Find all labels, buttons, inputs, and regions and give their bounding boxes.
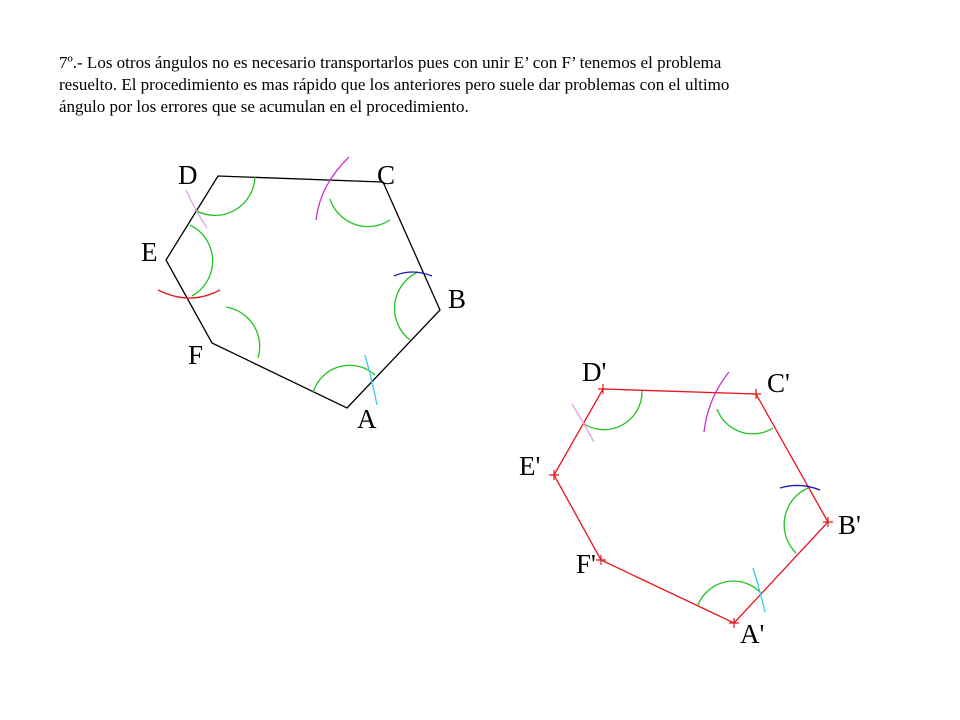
copy-label-A: A' [740,619,765,649]
original-arc-E [190,225,213,296]
copy-arc-B [784,488,808,553]
copy-arc-A [698,581,760,605]
original-arc-F [226,307,260,358]
original-label-B: B [448,284,467,314]
copy-arc-D [584,391,642,430]
copy-label-D: D' [582,357,607,387]
original-construct-arc-A [365,355,377,405]
copy-label-B: B' [838,510,861,540]
original-label-F: F [188,340,204,370]
copy-hexagon [519,357,861,649]
original-arc-C [330,199,390,227]
instruction-line-1: 7º.- Los otros ángulos no es necesario transportarlos pues con unir E’ con F’ tenemos el problema [59,53,722,72]
original-label-D: D [178,160,198,190]
copy-construct-arc-B [780,485,820,490]
original-label-C: C [377,160,396,190]
original-hexagon-outline [166,176,440,408]
original-arc-B [395,272,418,340]
copy-label-E: E' [519,451,541,481]
copy-marker-C [751,389,761,399]
original-label-E: E [141,237,158,267]
copy-marker-E [549,470,559,480]
copy-hexagon-outline [554,389,828,623]
original-label-A: A [357,404,377,434]
copy-construct-arc-A [753,568,765,612]
instruction-line-2: resuelto. El procedimiento es mas rápido que los anteriores pero suele dar problemas con el ultimo [59,75,730,94]
copy-label-C: C' [767,368,790,398]
copy-label-F: F' [576,549,596,579]
original-construct-arc-E [158,290,220,298]
copy-vertex-markers [549,384,833,628]
original-hexagon [141,157,466,434]
instruction-line-3: ángulo por los errores que se acumulan en el procedimiento. [59,97,469,116]
original-arc-D [195,177,255,215]
copy-arc-C [717,409,773,434]
original-construct-arc-C [316,157,349,220]
copy-marker-F [596,555,606,565]
